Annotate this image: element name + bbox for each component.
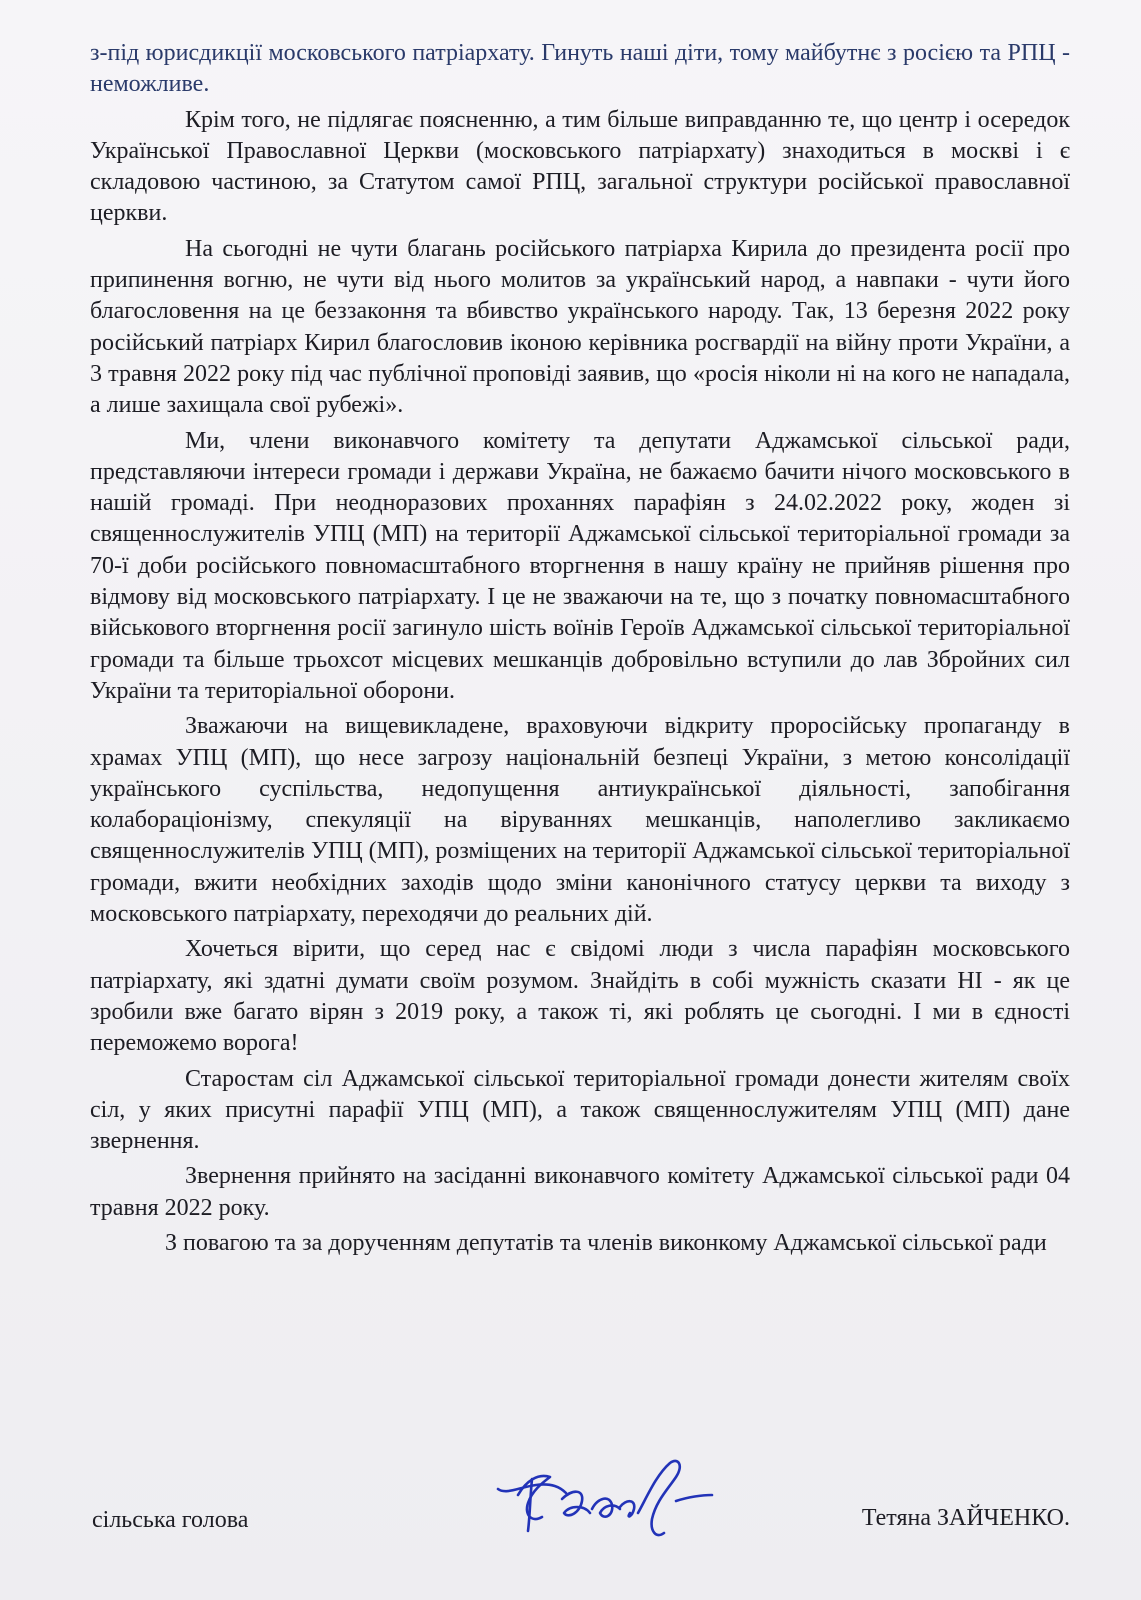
paragraph-continuation: з-під юрисдикції московського патріархату. Гинуть наші діти, тому майбутнє з росією та РПЦ - неможливе.	[90, 40, 1070, 98]
signature-stroke	[518, 1476, 550, 1519]
paragraph-hope: Хочеться вірити, що серед нас є свідомі люди з числа парафіян московського патріархату, які здатні думати своїм розумом. Знайдіть в собі мужність сказати НІ - як це зробили вже багато вірян з 2019 року, а також ті, які роблять це сьогодні. І ми в єдності переможемо ворога!	[90, 936, 1070, 1057]
signatory-name: Тетяна ЗАЙЧЕНКО.	[861, 1505, 1070, 1531]
paragraph-adoption: Звернення прийнято на засіданні виконавчого комітету Аджамської сільської ради 04 травня 2022 року.	[90, 1163, 1070, 1221]
paragraph-council-position: Ми, члени виконавчого комітету та депутати Аджамської сільської ради, представляючи інтереси громади і держави Україна, не бажаємо бачити нічого московського в нашій громаді. При неодноразових проханнях парафіян з 24.02.2022 року, жоден зі священнослужителів УПЦ (МП) на території Аджамської сільської територіальної громади за 70-ї доби російського повномасштабного вторгнення в нашу країну не прийняв рішення про відмову від московського патріархату. І це не зважаючи на те, що з початку повномасштабного військового вторгнення росії загинуло шість воїнів Героїв Аджамської сільської територіальної громади та більше трьохсот місцевих мешканців добровільно вступили до лав Збройних сил України та територіальної оборони.	[90, 427, 1070, 704]
letter-body	[90, 38, 1070, 1263]
signature-stroke	[562, 1492, 590, 1516]
signature-block	[90, 1493, 1070, 1553]
signature-stroke	[620, 1501, 634, 1516]
signature-stroke	[592, 1499, 620, 1517]
closing-line: З повагою та за дорученням депутатів та членів виконкому Аджамської сільської ради	[165, 1229, 1047, 1256]
signature-stroke	[638, 1461, 680, 1535]
handwritten-signature	[480, 1443, 720, 1553]
paragraph-village-heads: Старостам сіл Аджамської сільської територіальної громади донести жителям своїх сіл, у яких присутні парафії УПЦ (МП), а також священнослужителям УПЦ (МП) дане звернення.	[90, 1065, 1070, 1155]
signature-stroke	[676, 1495, 712, 1501]
paragraph-moscow-center: Крім того, не підлягає поясненню, а тим більше виправданню те, що центр і осередок Української Православної Церкви (московського патріархату) знаходиться в москві і є складовою частиною, за Статутом самої РПЦ, загальної структури російської православної церкви.	[90, 106, 1070, 227]
paragraph-patriarch-kirill: На сьогодні не чути благань російського патріарха Кирила до президента росії про припинення вогню, не чути від нього молитов за український народ, а навпаки - чути його благословення на це беззаконня та вбивство українського народу. Так, 13 березня 2022 року російський патріарх Кирил благословив іконою керівника росгвардії на війну проти України, а 3 травня 2022 року під час публічної проповіді заявив, що «росія ніколи ні на кого не нападала, а лише захищала свої рубежі».	[90, 235, 1070, 419]
paragraph-appeal: Зважаючи на вищевикладене, враховуючи відкриту проросійську пропаганду в храмах УПЦ (МП), що несе загрозу національній безпеці України, з метою консолідації українського суспільства, недопущення антиукраїнської діяльності, запобігання колабораціонізму, спекуляції на віруваннях мешканців, наполегливо закликаємо священнослужителів УПЦ (МП), розміщених на території Аджамської сільської територіальної громади, вжити необхідних заходів щодо зміни канонічного статусу церкви та виходу з московського патріархату, переходячи до реальних дій.	[90, 713, 1070, 928]
signatory-title: сільська голова	[92, 1507, 249, 1533]
